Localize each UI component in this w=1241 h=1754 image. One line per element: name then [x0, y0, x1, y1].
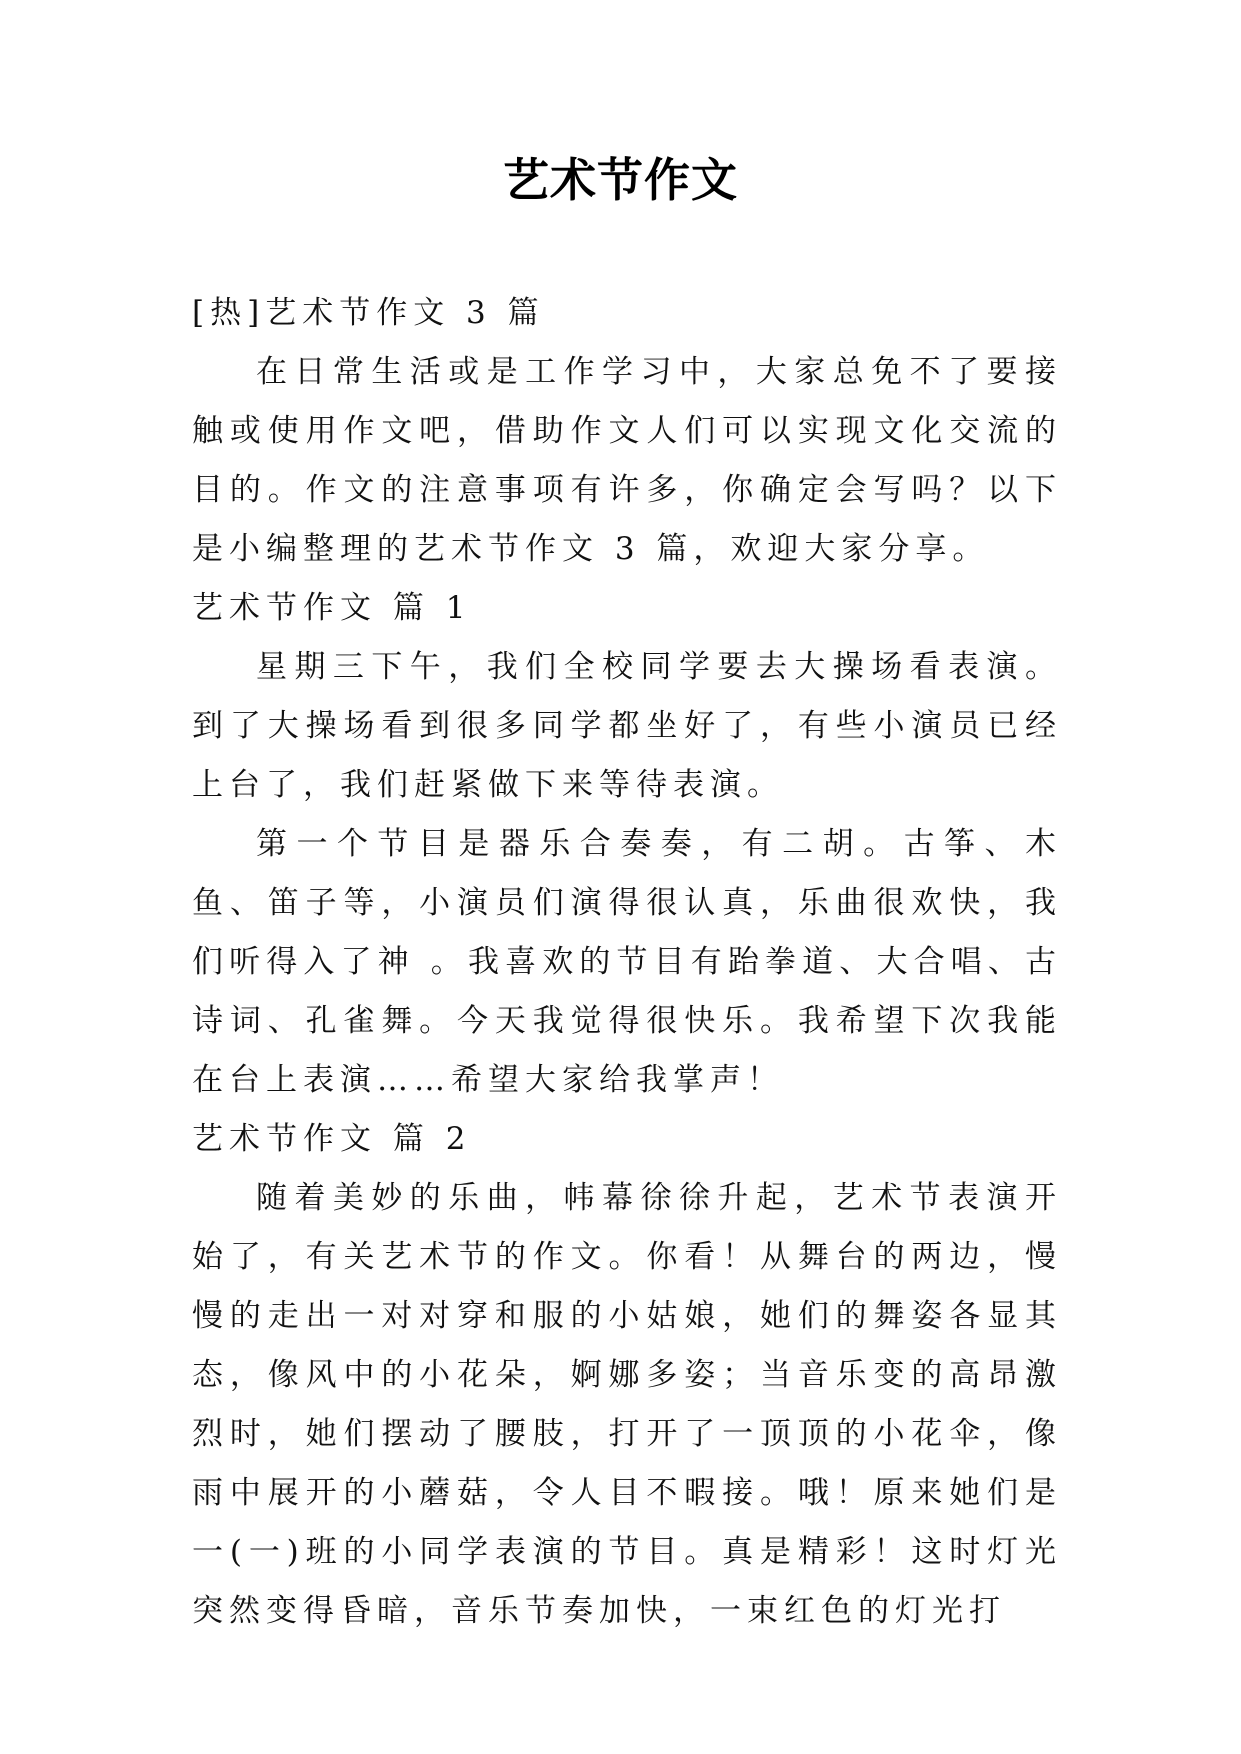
section-2-heading: 艺术节作文 篇 2	[192, 1121, 472, 1157]
document-subtitle: [热]艺术节作文 3 篇	[192, 295, 545, 331]
intro-paragraph: 在日常生活或是工作学习中，大家总免不了要接触或使用作文吧，借助作文人们可以实现文化交流的目的。作文的注意事项有许多，你确定会写吗？以下是小编整理的艺术节作文 3 篇，欢迎大家分享。	[192, 354, 1062, 567]
section-1-heading: 艺术节作文 篇 1	[192, 590, 472, 626]
document-title: 艺术节作文	[503, 153, 738, 207]
section-1-paragraph-1: 星期三下午，我们全校同学要去大操场看表演。到了大操场看到很多同学都坐好了，有些小演员已经上台了，我们赶紧做下来等待表演。	[192, 649, 1062, 803]
section-1-paragraph-2: 第一个节目是器乐合奏奏，有二胡。古筝、木鱼、笛子等，小演员们演得很认真，乐曲很欢快，我们听得入了神 。我喜欢的节目有跆拳道、大合唱、古诗词、孔雀舞。今天我觉得很快乐。我希望下次我能在台上表演……希望大家给我掌声！	[192, 826, 1062, 1098]
document-body	[192, 284, 1062, 1641]
section-2-paragraph-1: 随着美妙的乐曲，帏幕徐徐升起，艺术节表演开始了，有关艺术节的作文。你看！从舞台的两边，慢慢的走出一对对穿和服的小姑娘，她们的舞姿各显其态，像风中的小花朵，婀娜多姿；当音乐变的高昂激烈时，她们摆动了腰肢，打开了一顶顶的小花伞，像雨中展开的小蘑菇，令人目不暇接。哦！原来她们是一(一)班的小同学表演的节目。真是精彩！这时灯光突然变得昏暗，音乐节奏加快，一束红色的灯光打	[192, 1180, 1062, 1629]
